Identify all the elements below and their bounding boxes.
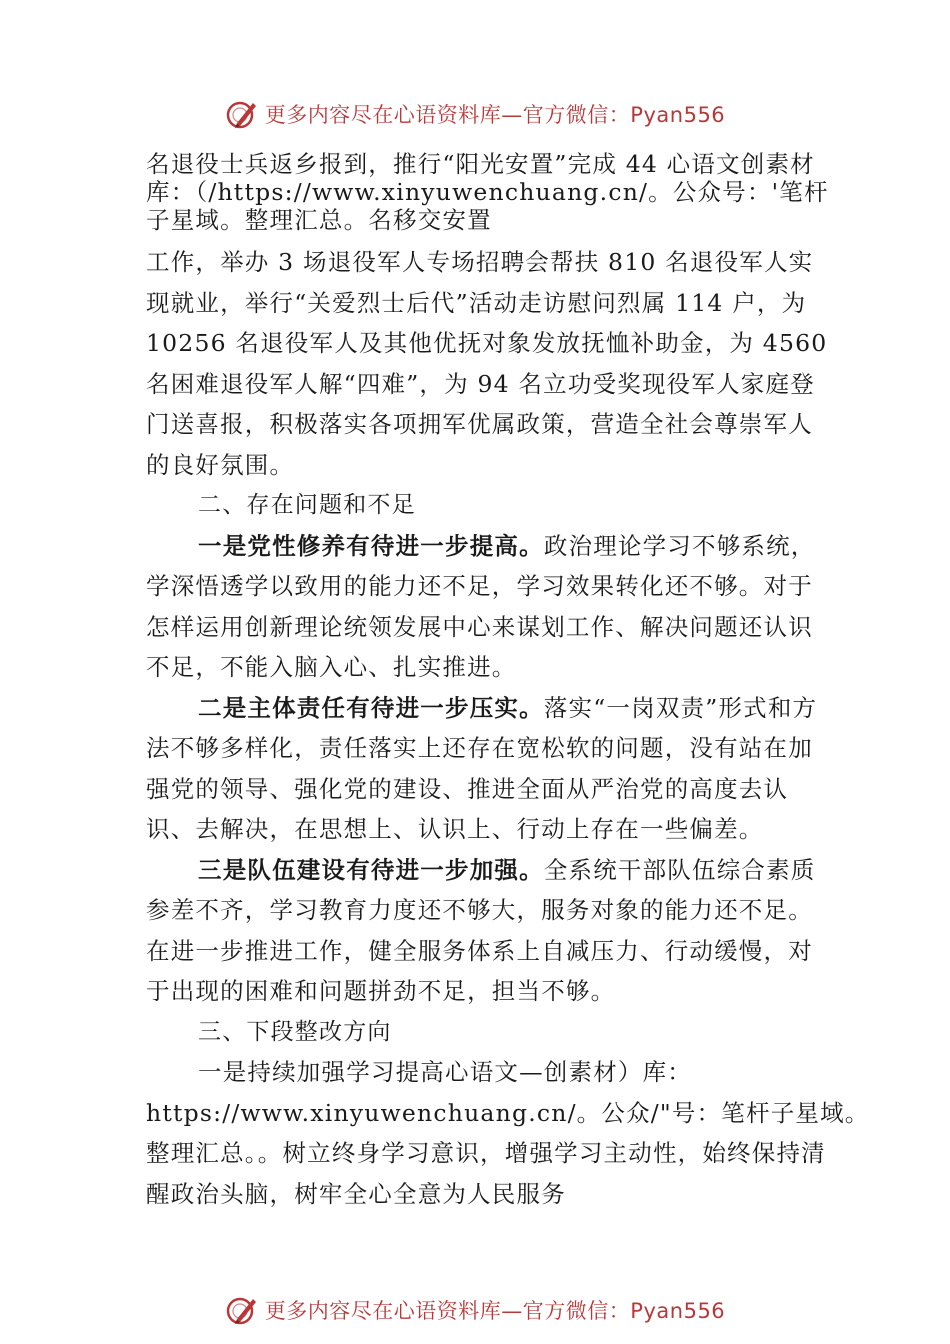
paragraph-6-line-2: https://www.xinyuwenchuang.cn/。公众/"号：笔杆子星域。 xyxy=(146,1098,870,1127)
paragraph-3-lead: 一是党性修养有待进一步提高。 xyxy=(198,531,544,560)
paragraph-3-text: 政治理论学习不够系统，学深悟透学以致用的能力还不足，学习效果转化还不够。对于怎样运用创新理论统领发展中心来谋划工作、解决问题还认识不足，不能入脑入心、扎实推进。 xyxy=(146,531,816,681)
paragraph-6-line-1: 一是持续加强学习提高心语文—创素材）库： xyxy=(198,1058,692,1086)
section-heading-2: 二、存在问题和不足 xyxy=(198,492,416,518)
paragraph-2: 工作，举办 3 场退役军人专场招聘会帮扶 810 名退役军人实现就业，举行“关爱烈士后代”活动走访慰问烈属 114 户，为 10256 名退役军人及其他优抚对象发放抚恤补助金，为 4560 名困难退役军人解“四难”，为 94 名立功受奖现役军人家庭登门送喜报，积极落实各项拥军优属政策，营造全社会尊崇军人的良好氛围。 xyxy=(146,248,828,479)
paragraph-4-lead: 二是主体责任有待进一步压实。 xyxy=(198,693,544,722)
paragraph-4 xyxy=(146,688,836,850)
footer-banner xyxy=(0,1290,950,1330)
pen-seal-icon xyxy=(225,97,259,131)
paragraph-4-text: 落实“一岗双责”形式和方法不够多样化，责任落实上还存在宽松软的问题，没有站在加强党的领导、强化党的建设、推进全面从严治党的高度去认识、去解决，在思想上、认识上、行动上存在一些偏差。 xyxy=(146,693,818,843)
paragraph-5-lead: 三是队伍建设有待进一步加强。 xyxy=(198,855,544,884)
paragraph-1: 名退役士兵返乡报到，推行“阳光安置”完成 44 心语文创素材库：（/https://www.xinyuwenchuang.cn/。公众号：'笔杆子星域。整理汇总。名移交安置 xyxy=(146,150,829,234)
paragraph-6-text: 整理汇总。。树立终身学习意识，增强学习主动性，始终保持清醒政治头脑，树牢全心全意为人民服务 xyxy=(146,1139,826,1208)
paragraph-5 xyxy=(146,850,836,1012)
banner-text: 更多内容尽在心语资料库—官方微信：Pyan556 xyxy=(264,1299,726,1323)
paragraph-5-text: 全系统干部队伍综合素质参差不齐，学习教育力度还不够大，服务对象的能力还不足。在进一步推进工作，健全服务体系上自减压力、行动缓慢，对于出现的困难和问题拼劲不足，担当不够。 xyxy=(146,855,816,1005)
paragraph-3 xyxy=(146,526,836,688)
banner-text: 更多内容尽在心语资料库—官方微信：Pyan556 xyxy=(264,103,726,127)
section-heading-3: 三、下段整改方向 xyxy=(198,1018,392,1045)
header-banner xyxy=(0,94,950,134)
document-body xyxy=(146,150,870,1214)
pen-seal-icon xyxy=(225,1293,259,1327)
